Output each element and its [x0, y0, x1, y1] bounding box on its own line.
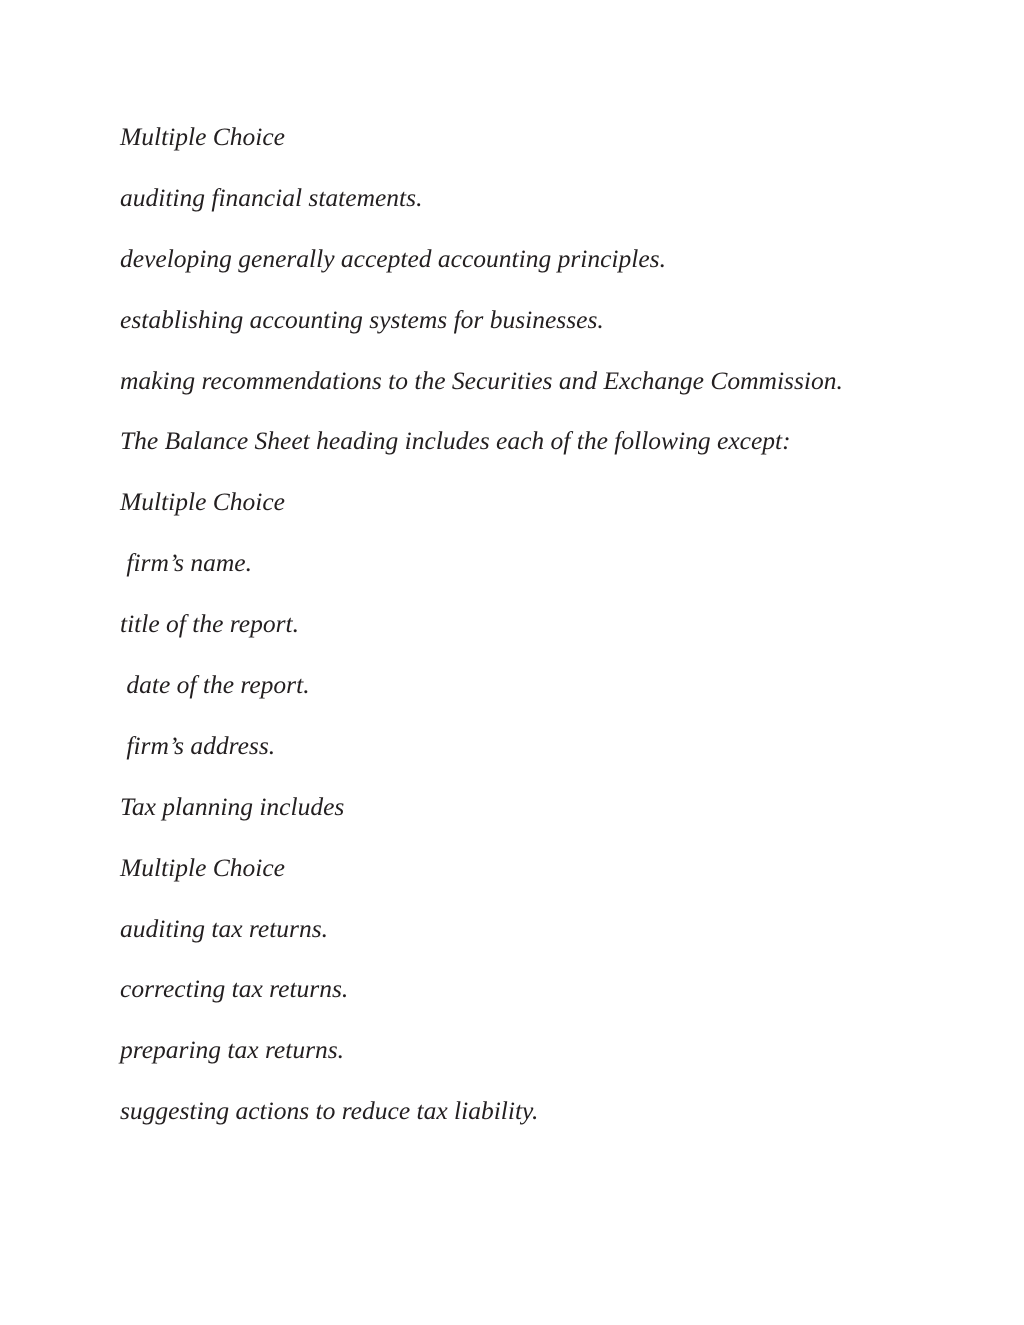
answer-option: auditing tax returns. [120, 913, 329, 943]
answer-option: firm’s name. [120, 548, 252, 578]
section-label-multiple-choice: Multiple Choice [120, 487, 286, 517]
question-text: The Balance Sheet heading includes each of the following except: [120, 426, 791, 456]
section-label-multiple-choice: Multiple Choice [120, 122, 286, 151]
answer-option: auditing financial statements. [120, 182, 423, 212]
answer-option: developing generally accepted accounting principles. [120, 243, 666, 273]
answer-option: suggesting actions to reduce tax liability. [120, 1096, 539, 1126]
answer-option: preparing tax returns. [120, 1035, 345, 1065]
section-label-multiple-choice: Multiple Choice [120, 852, 286, 882]
answer-option: date of the report. [120, 670, 310, 700]
answer-option: correcting tax returns. [120, 974, 349, 1004]
answer-option: making recommendations to the Securities and Exchange Commission. [120, 365, 843, 395]
answer-option: title of the report. [120, 609, 299, 639]
document-body [120, 118, 980, 1153]
answer-option: firm’s address. [120, 730, 276, 760]
question-text: Tax planning includes [120, 791, 345, 821]
answer-option: establishing accounting systems for businesses. [120, 304, 604, 334]
